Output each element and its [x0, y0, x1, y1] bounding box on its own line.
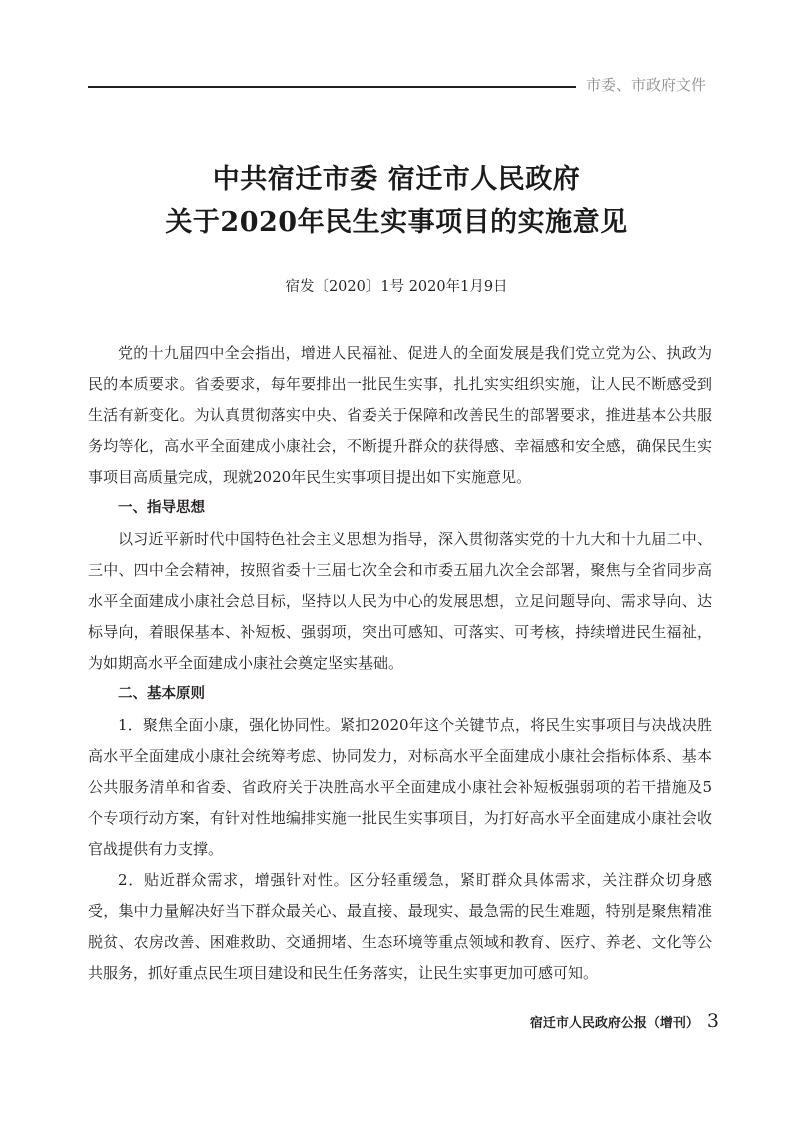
body-paragraph: 1．聚焦全面小康，强化协同性。紧扣2020年这个关键节点，将民生实事项目与决战决胜高水平全面建成小康社会统筹考虑、协同发力，对标高水平全面建成小康社会指标体系、基本公共服务清单和省委、省政府关于决胜高水平全面建成小康社会补短板强弱项的若干措施及5个专项行动方案，有针对性地编排实施一批民生实事项目，为打好高水平全面建成小康社会收官战提供有力支撑。: [88, 716, 712, 858]
document-title-line-2: 关于2020年民生实事项目的实施意见: [165, 207, 628, 238]
section-heading: 二、基本原则: [118, 686, 205, 702]
document-title-line-1: 中共宿迁市委 宿迁市人民政府: [212, 164, 581, 195]
body-paragraph: 以习近平新时代中国特色社会主义思想为指导，深入贯彻落实党的十九大和十九届二中、三中、四中全会精神，按照省委十三届七次全会和市委五届九次全会部署，聚焦与全省同步高水平全面建成小康社会总目标，坚持以人民为中心的发展思想，立足问题导向、需求导向、达标导向，着眼保基本、补短板、强弱项，突出可感知、可落实、可考核，持续增进民生福祉，为如期高水平全面建成小康社会奠定坚实基础。: [88, 530, 712, 672]
body-paragraph: 党的十九届四中全会指出，增进人民福祉、促进人的全面发展是我们党立党为公、执政为民的本质要求。省委要求，每年要排出一批民生实事，扎扎实实组织实施，让人民不断感受到生活有新变化。为认真贯彻落实中央、省委关于保障和改善民生的部署要求，推进基本公共服务均等化，高水平全面建成小康社会，不断提升群众的获得感、幸福感和安全感，确保民生实事项目高质量完成，现就2020年民生实事项目提出如下实施意见。: [88, 344, 712, 486]
page-footer: [530, 1010, 719, 1032]
document-body: [88, 338, 712, 989]
header-rule: [88, 86, 576, 88]
page-number: 3: [706, 1010, 719, 1032]
body-paragraph: 2．贴近群众需求，增强针对性。区分轻重缓急，紧盯群众具体需求，关注群众切身感受，集中力量解决好当下群众最关心、最直接、最现实、最急需的民生难题，特别是聚焦精准脱贫、农房改善、困难救助、交通拥堵、生态环境等重点领域和教育、医疗、养老、文化等公共服务，抓好重点民生项目建设和民生任务落实，让民生实事更加可感可知。: [88, 871, 712, 982]
section-heading: 一、指导思想: [118, 500, 205, 516]
publication-name: 宿迁市人民政府公报（增刊）: [529, 1016, 699, 1031]
document-number-and-date: 宿发〔2020〕1号 2020年1月9日: [285, 279, 508, 295]
header-section-label: 市委、市政府文件: [586, 76, 707, 94]
